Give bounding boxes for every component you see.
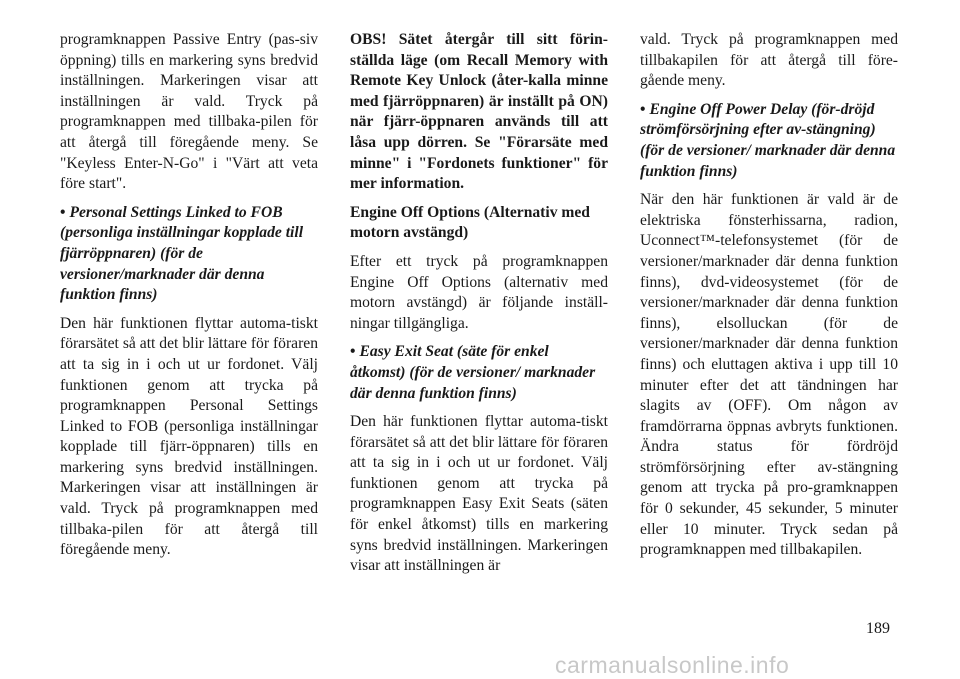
text-column-2	[350, 30, 608, 585]
text-column-3	[640, 30, 898, 569]
paragraph: programknappen Passive Entry (pas-siv öppning) tills en markering syns bredvid inställningen. Markeringen visar att inställningen är vald. Tryck på programknappen med tillbaka-pilen för att återgå till föregående meny. Se "Keyless Enter-N-Go" i "Värt att veta före start".	[60, 31, 318, 193]
bullet-icon: •	[60, 203, 66, 221]
bullet-icon: •	[640, 100, 646, 118]
paragraph: Den här funktionen flyttar automa-tiskt förarsätet så att det blir lättare för föraren att ta sig in i och ut ur fordonet. Välj funktionen genom att trycka på programknappen Personal Settings Linked to FOB (personliga inställningar kopplade till fjärr-öppnaren) tills en markering syns bredvid inställningen. Markeringen visar att inställningen är vald. Tryck på programknappen med tillbaka-pilen för att återgå till föregående meny.	[60, 314, 318, 559]
page-number: 189	[866, 620, 890, 637]
bullet-heading	[350, 342, 608, 404]
text-column-1	[60, 30, 318, 569]
watermark: carmanualsonline.info	[555, 652, 790, 678]
paragraph: När den här funktionen är vald är de elektriska fönsterhissarna, radion, Uconnect™-telefonsystemet (för de versioner/marknader där denna funktion finns), dvd-videosystemet (för de versioner/marknader där denna funktion finns), elsolluckan (för de versioner/marknader där denna funktion finns) och eluttagen aktiva i upp till 10 minuter efter det att tändningen har slagits av (OFF). Om någon av framdörrarna öppnas avbryts funktionen. Ändra status för fördröjd strömförsörjning efter av-stängning genom att trycka på pro-gramknappen för 0 sekunder, 45 sekunder, 5 minuter eller 10 minuter. Tryck sedan på programknappen med tillbakapilen.	[640, 191, 898, 559]
bullet-icon: •	[350, 343, 356, 361]
paragraph: Den här funktionen flyttar automa-tiskt förarsätet så att det blir lättare för föraren att ta sig in i och ut ur fordonet. Välj funktionen genom att trycka på programknappen Easy Exit Seats (säten för enkel åtkomst) tills en markering syns bredvid inställningen. Markeringen visar att inställningen är	[350, 413, 608, 575]
bullet-heading	[60, 203, 318, 306]
bullet-heading-text: Engine Off Power Delay (för-dröjd strömförsörjning efter av-stängning) (för de versioner/ marknader där denna funktion finns)	[640, 100, 896, 180]
bullet-heading	[640, 100, 898, 182]
section-heading: Engine Off Options (Alternativ med motorn avstängd)	[350, 203, 590, 242]
notice-paragraph: OBS! Sätet återgår till sitt förin-ställda läge (om Recall Memory with Remote Key Unlock (åter-kalla minne med fjärröppnaren) är inställt på ON) när fjärr-öppnaren används till att låsa upp dörren. Se "Förarsäte med minne" i "Fordonets funktioner" för mer information.	[350, 31, 608, 193]
paragraph: vald. Tryck på programknappen med tillbakapilen för att återgå till före-gående meny.	[640, 31, 898, 90]
bullet-heading-text: Easy Exit Seat (säte för enkel åtkomst) (för de versioner/ marknader där denna funktion finns)	[350, 343, 596, 402]
bullet-heading-text: Personal Settings Linked to FOB (personliga inställningar kopplade till fjärröppnaren) (för de versioner/marknader där denna funktion finns)	[60, 203, 304, 304]
paragraph: Efter ett tryck på programknappen Engine Off Options (alternativ med motorn avstängd) är följande inställ-ningar tillgängliga.	[350, 252, 608, 332]
